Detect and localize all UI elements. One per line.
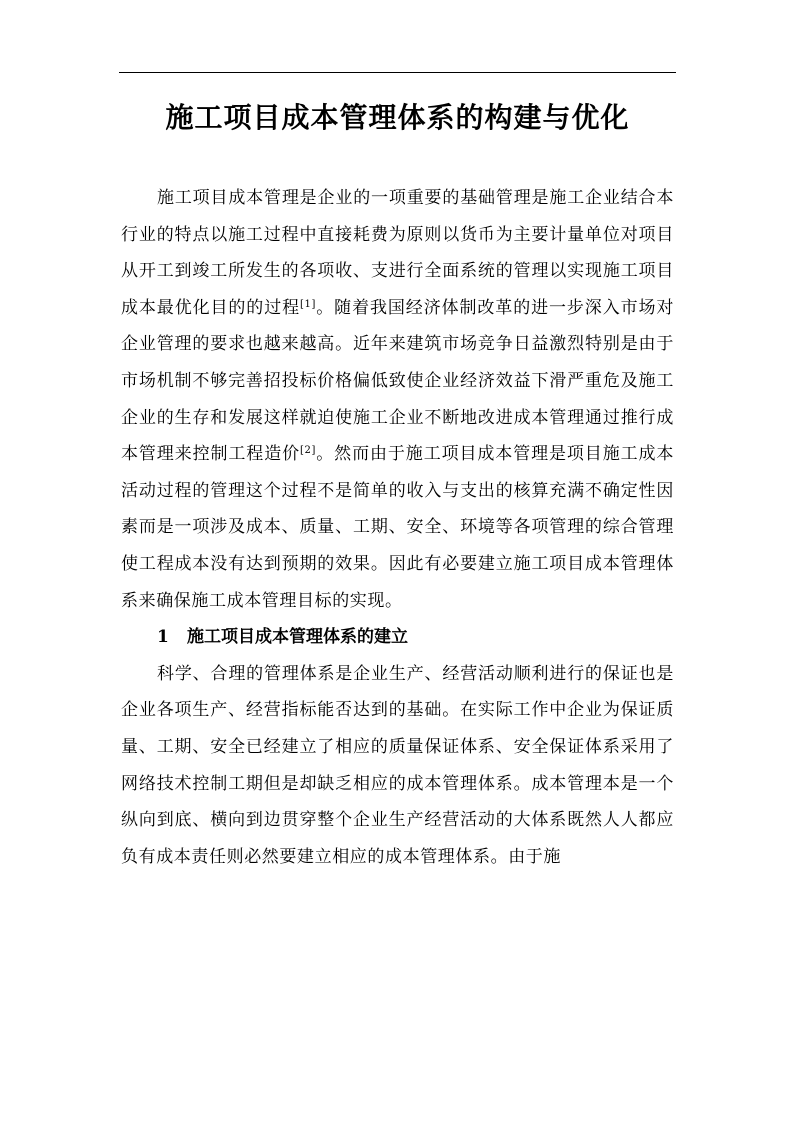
section-heading (121, 619, 674, 656)
paragraph-text: 。随着我国经济体制改革的进一步深入市场对企业管理的要求也越来越高。近年来建筑市场竞争日益激烈特别是由于市场机制不够完善招投标价格偏低致使企业经济效益下滑严重危及施工企业的生存和发展这样就迫使施工企业不断地改进成本管理通过推行成本管理来控制工程造价 (121, 297, 675, 465)
paragraph-intro (121, 180, 674, 619)
header-rule (119, 72, 676, 73)
document-body (121, 180, 674, 875)
section-number: 1 (157, 627, 169, 648)
section-heading-text: 施工项目成本管理体系的建立 (187, 627, 408, 648)
paragraph-section1: 科学、合理的管理体系是企业生产、经营活动顺利进行的保证也是企业各项生产、经营指标能否达到的基础。在实际工作中企业为保证质量、工期、安全已经建立了相应的质量保证体系、安全保证体系采用了网络技术控制工期但是却缺乏相应的成本管理体系。成本管理本是一个纵向到底、横向到边贯穿整个企业生产经营活动的大体系既然人人都应负有成本责任则必然要建立相应的成本管理体系。由于施 (121, 663, 674, 867)
citation-ref: [1] (300, 298, 316, 310)
paragraph-text: 。然而由于施工项目成本管理是项目施工成本活动过程的管理这个过程不是简单的收入与支出的核算充满不确定性因素而是一项涉及成本、质量、工期、安全、环境等各项管理的综合管理使工程成本没有达到预期的效果。因此有必要建立施工项目成本管理体系来确保施工成本管理目标的实现。 (121, 444, 675, 611)
paragraph-text: 施工项目成本管理是企业的一项重要的基础管理是施工企业结合本行业的特点以施工过程中直接耗费为原则以货币为主要计量单位对项目从开工到竣工所发生的各项收、支进行全面系统的管理以实现施工项目成本最优化目的的过程 (121, 188, 674, 318)
citation-ref: [2] (300, 445, 316, 457)
document-title: 施工项目成本管理体系的构建与优化 (165, 101, 630, 134)
